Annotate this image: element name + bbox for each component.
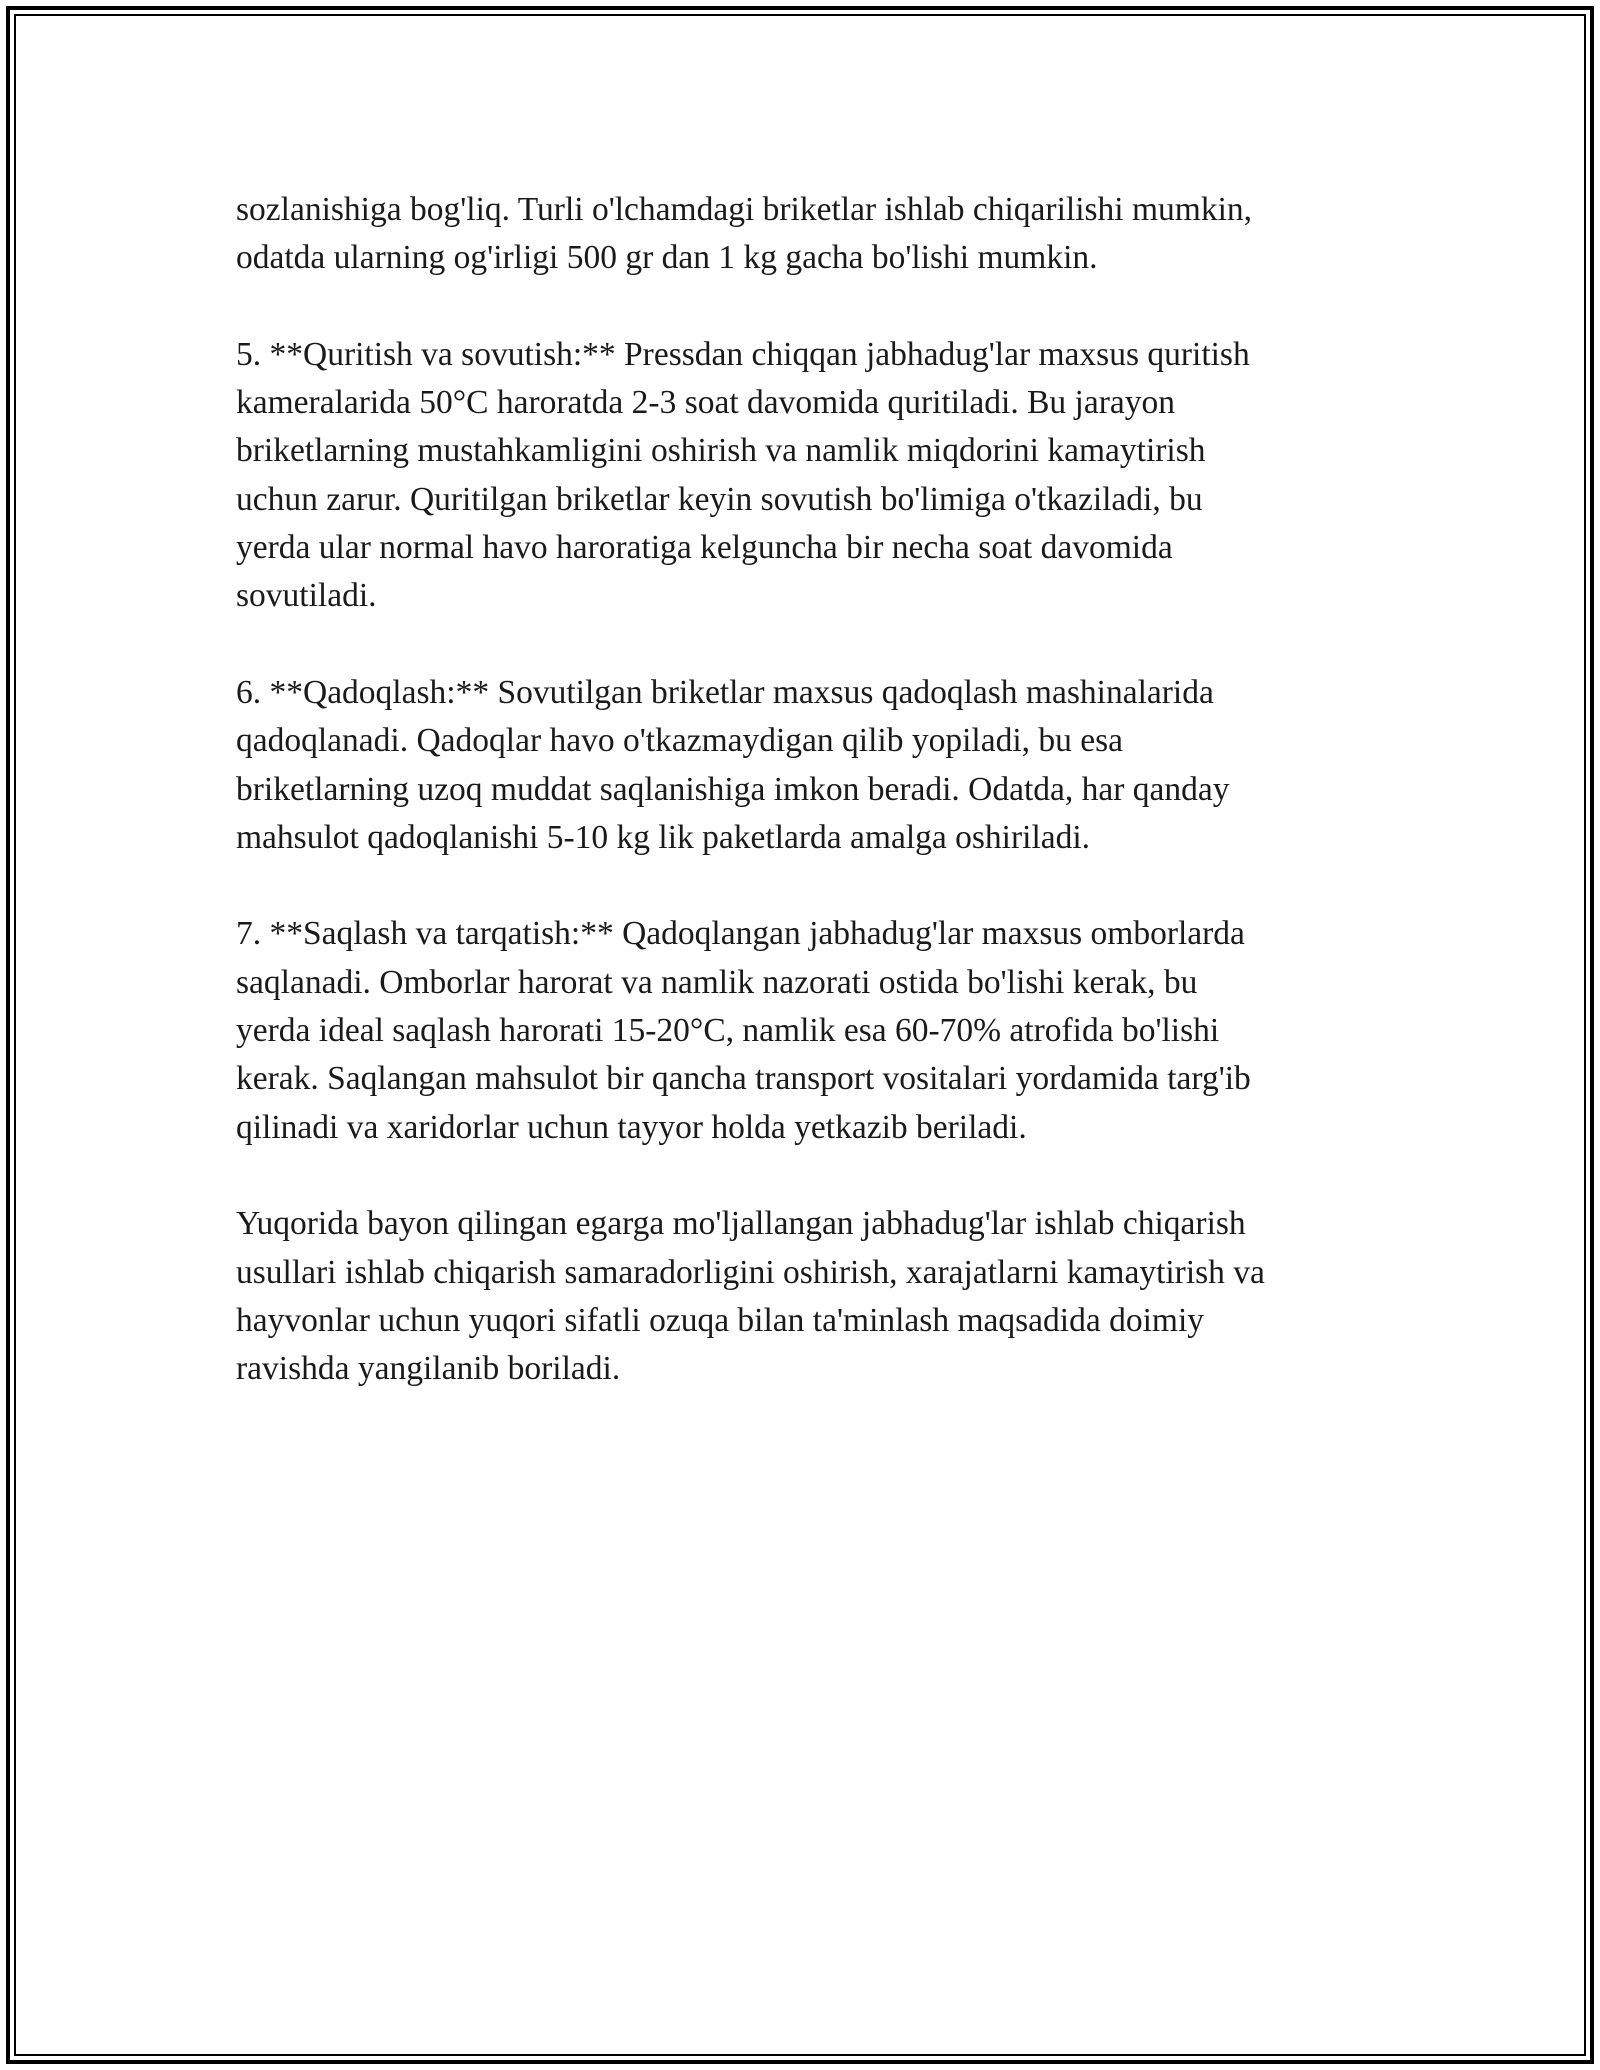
document-body (236, 186, 1376, 1442)
paragraph-briket-size: sozlanishiga bog'liq. Turli o'lchamdagi briketlar ishlab chiqarilishi mumkin, odatda ularning og'irligi 500 gr dan 1 kg gacha bo'lishi mumkin. (236, 191, 1253, 277)
paragraph-drying-cooling: 5. **Quritish va sovutish:** Pressdan chiqqan jabhadug'lar maxsus quritish kameralarida 50°C haroratda 2-3 soat davomida quritiladi. Bu jarayon briketlarning mustahkamligini oshirish va namlik miqdorini kamaytirish uchun zarur. Quritilgan briketlar keyin sovutish bo'limiga o'tkaziladi, bu yerda ular normal havo haroratiga kelguncha bir necha soat davomida sovutiladi. (236, 335, 1250, 615)
paragraph-packaging: 6. **Qadoqlash:** Sovutilgan briketlar maxsus qadoqlash mashinalarida qadoqlanadi. Qadoqlar havo o'tkazmaydigan qilib yopiladi, bu esa briketlarning uzoq muddat saqlanishiga imkon beradi. Odatda, har qanday mahsulot qadoqlanishi 5-10 kg lik paketlarda amalga oshiriladi. (236, 673, 1230, 856)
paragraph-storage-distribution: 7. **Saqlash va tarqatish:** Qadoqlangan jabhadug'lar maxsus omborlarda saqlanadi. Omborlar harorat va namlik nazorati ostida bo'lishi kerak, bu yerda ideal saqlash harorati 15-20°C, namlik esa 60-70% atrofida bo'lishi kerak. Saqlangan mahsulot bir qancha transport vositalari yordamida targ'ib qilinadi va xaridorlar uchun tayyor holda yetkazib beriladi. (236, 915, 1251, 1146)
paragraph-conclusion: Yuqorida bayon qilingan egarga mo'ljallangan jabhadug'lar ishlab chiqarish usullari ishlab chiqarish samaradorligini oshirish, xarajatlarni kamaytirish va hayvonlar uchun yuqori sifatli ozuqa bilan ta'minlash maqsadida doimiy ravishda yangilanib boriladi. (236, 1205, 1265, 1388)
